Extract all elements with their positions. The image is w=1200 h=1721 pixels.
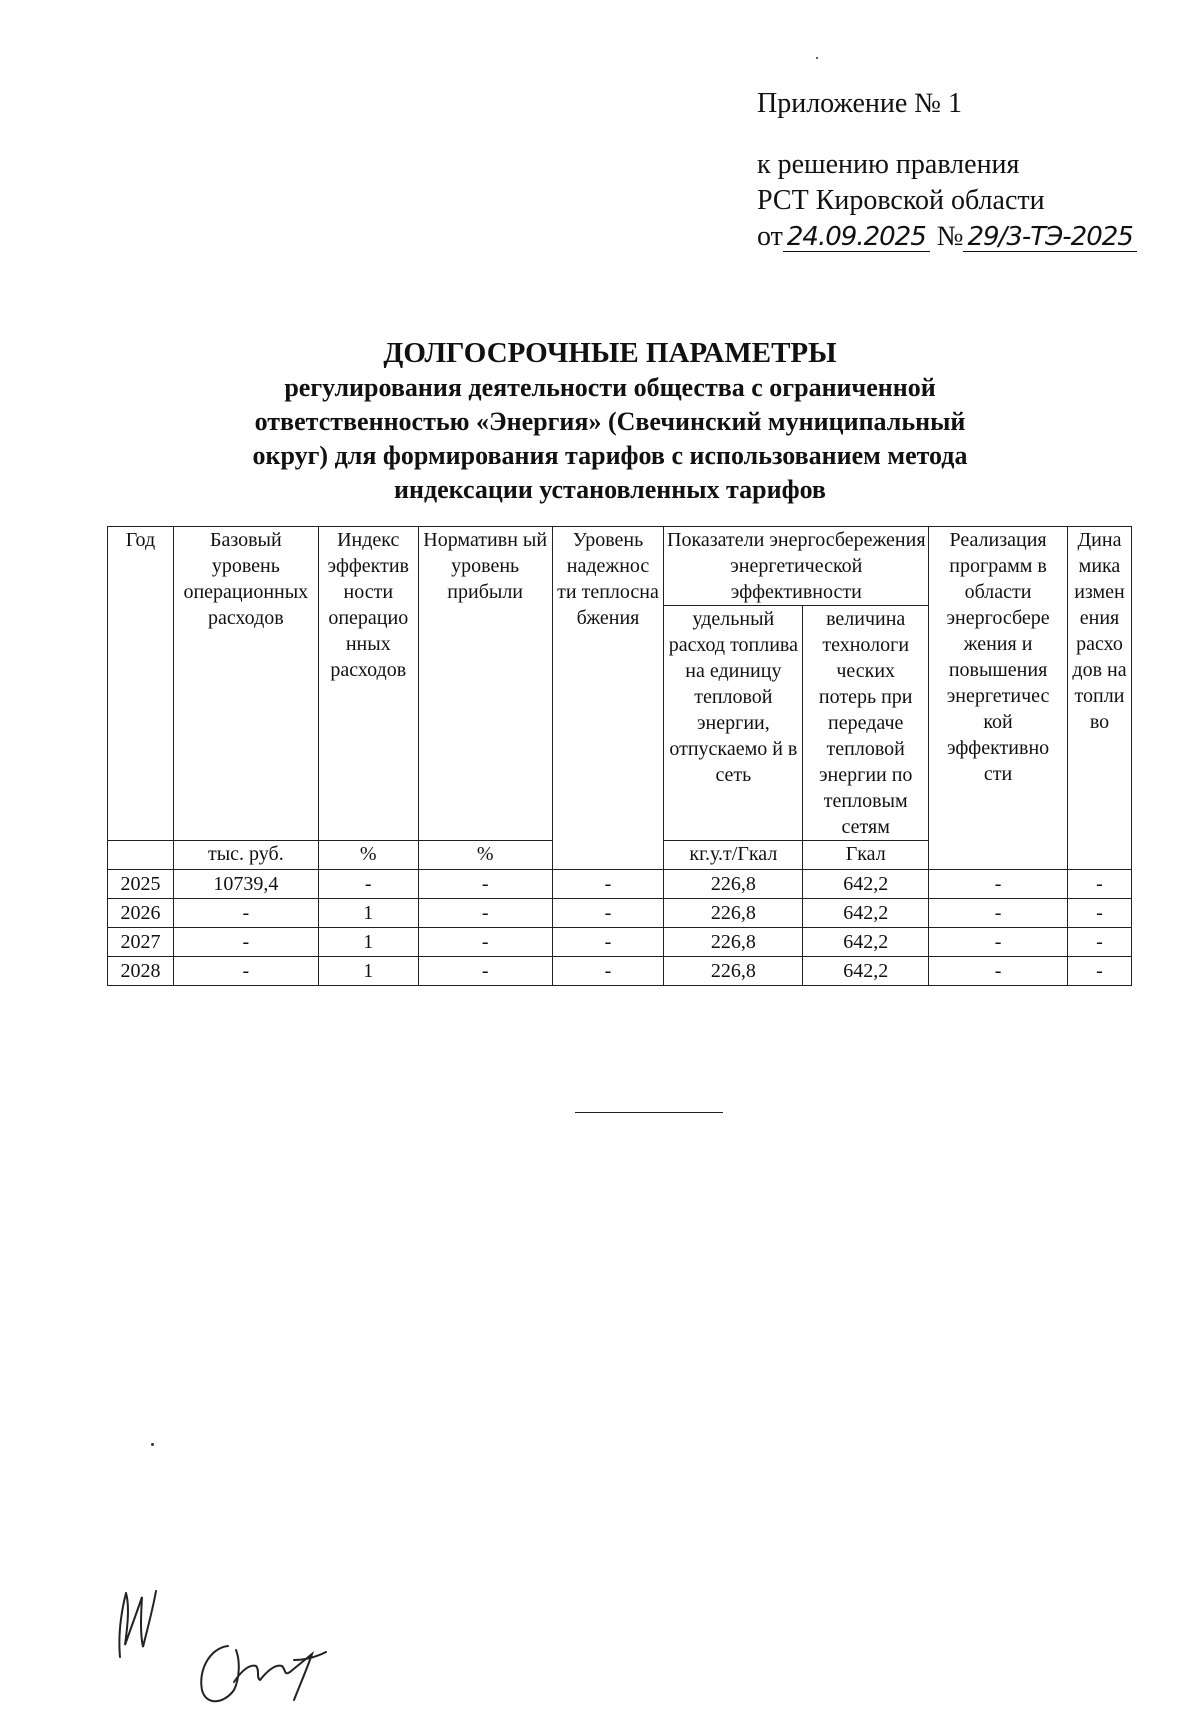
cell-heat-losses: 642,2 (803, 957, 929, 986)
header-year: Год (108, 527, 174, 841)
cell-fuel-consumption: 226,8 (664, 957, 803, 986)
cell-programs: - (929, 928, 1068, 957)
cell-reliability: - (552, 928, 664, 957)
cell-reliability: - (552, 899, 664, 928)
unit-heat-losses: Гкал (803, 841, 929, 870)
table-row (108, 928, 1132, 957)
handwritten-signature (190, 1620, 340, 1710)
cell-normative-profit: - (418, 928, 552, 957)
title-line-4: индексации установленных тарифов (394, 475, 826, 504)
appendix-block (757, 86, 1177, 255)
decision-number: 29/3-ТЭ-2025 (963, 223, 1136, 252)
cell-programs: - (929, 870, 1068, 899)
cell-base-level: - (173, 957, 318, 986)
cell-normative-profit: - (418, 899, 552, 928)
cell-heat-losses: 642,2 (803, 870, 929, 899)
appendix-authority-line: РСТ Кировской области (757, 185, 1045, 216)
cell-normative-profit: - (418, 957, 552, 986)
appendix-decision-line: к решению правления (757, 149, 1020, 180)
cell-fuel-consumption: 226,8 (664, 870, 803, 899)
cell-efficiency-index: - (318, 870, 418, 899)
title-line-2: ответственностью «Энергия» (Свечинский муниципальный (254, 407, 966, 436)
scan-speck (816, 57, 818, 59)
cell-fuel-dynamics: - (1067, 957, 1131, 986)
number-prefix: № (936, 221, 964, 252)
header-energy-saving: Показатели энергосбережения энергетической эффективности (664, 527, 929, 606)
unit-normative-profit: % (418, 841, 552, 870)
date-prefix: от (757, 221, 783, 252)
end-divider (575, 1112, 723, 1113)
unit-fuel-consumption: кг.у.т/Гкал (664, 841, 803, 870)
unit-base-level: тыс. руб. (173, 841, 318, 870)
table-row (108, 957, 1132, 986)
header-normative-profit: Нормативн ый уровень прибыли (418, 527, 552, 841)
cell-heat-losses: 642,2 (803, 928, 929, 957)
header-reliability: Уровень надежнос ти теплосна бжения (552, 527, 664, 870)
cell-programs: - (929, 957, 1068, 986)
handwritten-initials (112, 1585, 162, 1665)
cell-heat-losses: 642,2 (803, 899, 929, 928)
title-line-3: округ) для формирования тарифов с использованием метода (252, 441, 968, 470)
unit-efficiency-index: % (318, 841, 418, 870)
cell-fuel-dynamics: - (1067, 870, 1131, 899)
title-main: ДОЛГОСРОЧНЫЕ ПАРАМЕТРЫ (383, 337, 837, 369)
cell-normative-profit: - (418, 870, 552, 899)
document-title (190, 335, 1030, 507)
appendix-title: Приложение № 1 (757, 88, 962, 119)
cell-efficiency-index: 1 (318, 928, 418, 957)
header-efficiency-index: Индекс эффектив ности операцио нных расходов (318, 527, 418, 841)
cell-base-level: - (173, 899, 318, 928)
cell-base-level: 10739,4 (173, 870, 318, 899)
cell-fuel-dynamics: - (1067, 899, 1131, 928)
cell-fuel-consumption: 226,8 (664, 899, 803, 928)
cell-efficiency-index: 1 (318, 957, 418, 986)
cell-programs: - (929, 899, 1068, 928)
scan-speck (151, 1443, 154, 1446)
cell-base-level: - (173, 928, 318, 957)
table-row (108, 870, 1132, 899)
cell-year: 2026 (108, 899, 174, 928)
header-base-level: Базовый уровень операционных расходов (173, 527, 318, 841)
title-line-1: регулирования деятельности общества с ограниченной (284, 373, 936, 402)
parameters-table (107, 526, 1132, 986)
cell-year: 2027 (108, 928, 174, 957)
cell-reliability: - (552, 870, 664, 899)
cell-reliability: - (552, 957, 664, 986)
header-fuel-dynamics: Дина мика измен ения расхо дов на топли во (1067, 527, 1131, 870)
cell-fuel-dynamics: - (1067, 928, 1131, 957)
header-programs: Реализация программ в области энергосбере жения и повышения энергетичес кой эффективно сти (929, 527, 1068, 870)
table-row (108, 899, 1132, 928)
cell-year: 2025 (108, 870, 174, 899)
cell-efficiency-index: 1 (318, 899, 418, 928)
cell-fuel-consumption: 226,8 (664, 928, 803, 957)
unit-year (108, 841, 174, 870)
cell-year: 2028 (108, 957, 174, 986)
decision-date: 24.09.2025 (783, 223, 930, 252)
appendix-date-number-line (757, 219, 1177, 255)
header-fuel-consumption: удельный расход топлива на единицу тепловой энергии, отпускаемо й в сеть (664, 606, 803, 841)
header-heat-losses: величина технологи ческих потерь при передаче тепловой энергии по тепловым сетям (803, 606, 929, 841)
